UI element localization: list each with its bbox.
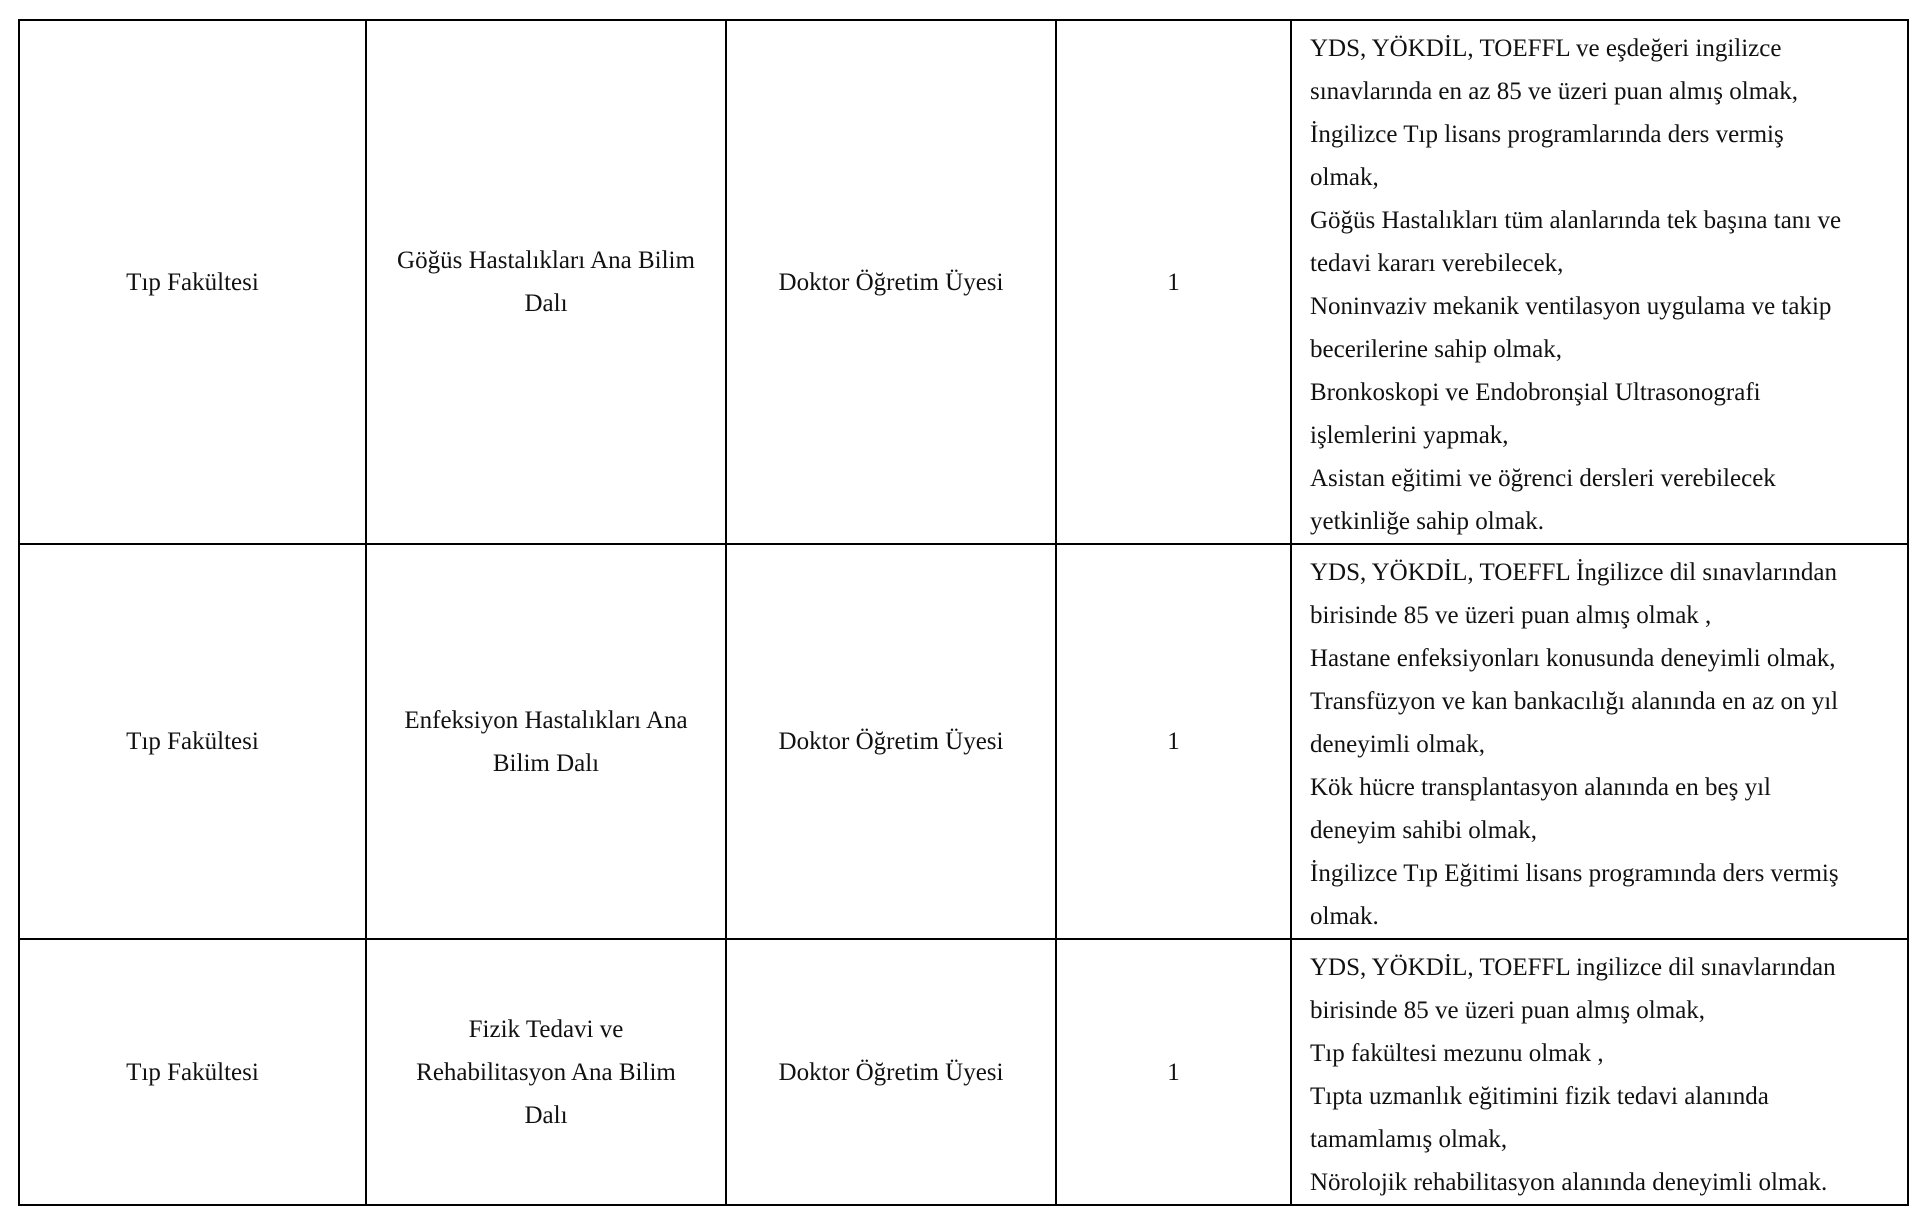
faculty-cell: Tıp Fakültesi	[19, 939, 366, 1205]
requirement-line: becerilerine sahip olmak,	[1310, 336, 1562, 363]
table-row	[19, 939, 1908, 1205]
count-cell: 1	[1056, 544, 1291, 939]
count-cell: 1	[1056, 939, 1291, 1205]
department-cell: Enfeksiyon Hastalıkları Ana Bilim Dalı	[366, 544, 726, 939]
requirement-line: YDS, YÖKDİL, TOEFFL İngilizce dil sınavlarından	[1310, 559, 1838, 586]
requirement-line: Göğüs Hastalıkları tüm alanlarında tek başına tanı ve	[1310, 207, 1842, 234]
requirement-line: Transfüzyon ve kan bankacılığı alanında en az on yıl	[1310, 688, 1839, 715]
requirements-cell	[1291, 939, 1908, 1205]
requirement-line: yetkinliğe sahip olmak.	[1310, 508, 1544, 535]
requirements-cell	[1291, 20, 1908, 544]
requirement-line: Asistan eğitimi ve öğrenci dersleri verebilecek	[1310, 465, 1776, 492]
requirement-line: Hastane enfeksiyonları konusunda deneyimli olmak,	[1310, 645, 1836, 672]
requirement-line: tedavi kararı verebilecek,	[1310, 250, 1564, 277]
department-cell: Fizik Tedavi ve Rehabilitasyon Ana Bilim Dalı	[366, 939, 726, 1205]
title-cell: Doktor Öğretim Üyesi	[726, 20, 1056, 544]
requirement-line: deneyimli olmak,	[1310, 731, 1485, 758]
faculty-cell: Tıp Fakültesi	[19, 20, 366, 544]
requirement-line: birisinde 85 ve üzeri puan almış olmak,	[1310, 997, 1706, 1024]
requirements-cell	[1291, 544, 1908, 939]
requirement-line: İngilizce Tıp lisans programlarında ders vermiş	[1310, 121, 1784, 148]
requirement-line: sınavlarında en az 85 ve üzeri puan almış olmak,	[1310, 78, 1799, 105]
requirement-line: YDS, YÖKDİL, TOEFFL ingilizce dil sınavlarından	[1310, 954, 1836, 981]
requirement-line: işlemlerini yapmak,	[1310, 422, 1509, 449]
requirement-line: Bronkoskopi ve Endobronşial Ultrasonografi	[1310, 379, 1761, 406]
department-cell: Göğüs Hastalıkları Ana Bilim Dalı	[366, 20, 726, 544]
requirement-line: İngilizce Tıp Eğitimi lisans programında ders vermiş	[1310, 860, 1839, 887]
count-cell: 1	[1056, 20, 1291, 544]
requirement-line: olmak.	[1310, 903, 1379, 930]
requirement-line: YDS, YÖKDİL, TOEFFL ve eşdeğeri ingilizce	[1310, 35, 1782, 62]
requirement-line: Tıpta uzmanlık eğitimini fizik tedavi alanında	[1310, 1083, 1769, 1110]
requirement-line: tamamlamış olmak,	[1310, 1126, 1508, 1153]
table-row	[19, 544, 1908, 939]
requirement-line: Kök hücre transplantasyon alanında en beş yıl	[1310, 774, 1771, 801]
requirement-line: Noninvaziv mekanik ventilasyon uygulama ve takip	[1310, 293, 1832, 320]
requirement-line: Nörolojik rehabilitasyon alanında deneyimli olmak.	[1310, 1169, 1828, 1196]
faculty-cell: Tıp Fakültesi	[19, 544, 366, 939]
table-row	[19, 20, 1908, 544]
requirement-line: Tıp fakültesi mezunu olmak ,	[1310, 1040, 1604, 1067]
position-listing-table	[18, 19, 1909, 1206]
requirement-line: deneyim sahibi olmak,	[1310, 817, 1538, 844]
requirement-line: birisinde 85 ve üzeri puan almış olmak ,	[1310, 602, 1712, 629]
title-cell: Doktor Öğretim Üyesi	[726, 544, 1056, 939]
requirement-line: olmak,	[1310, 164, 1379, 191]
title-cell: Doktor Öğretim Üyesi	[726, 939, 1056, 1205]
